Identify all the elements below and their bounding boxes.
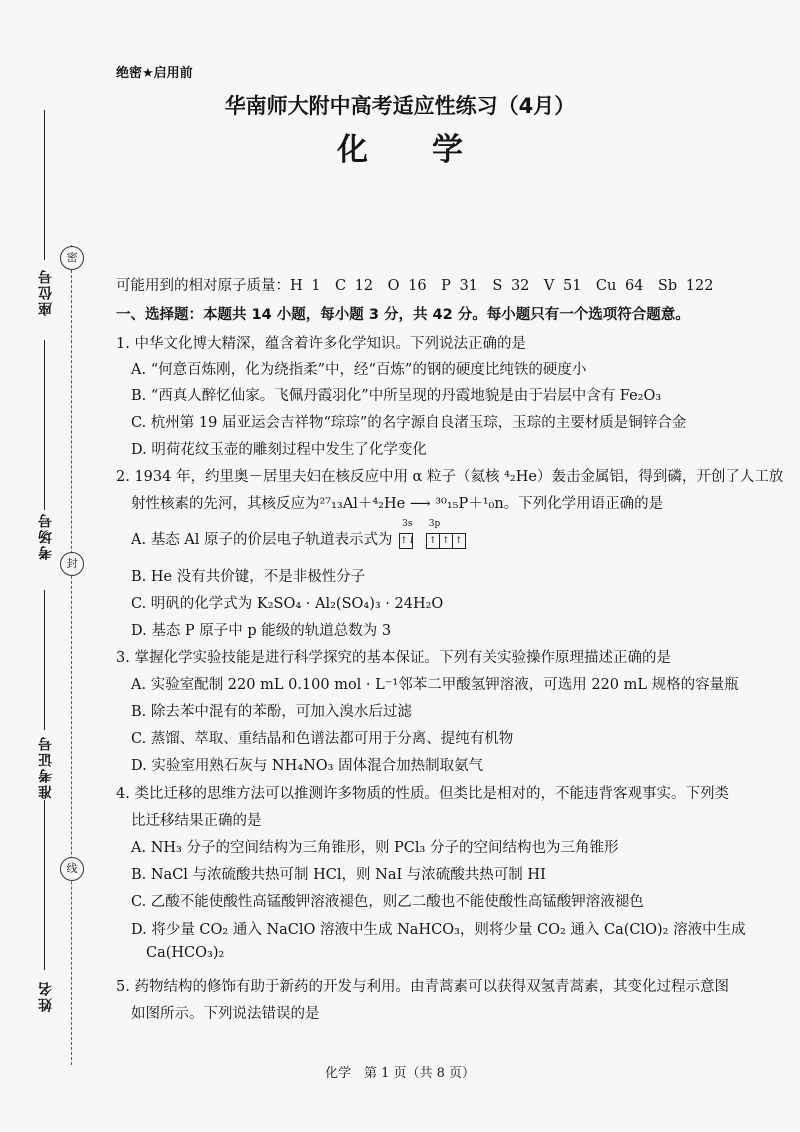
question-4-stem-line-2: 比迁移结果正确的是 bbox=[131, 813, 262, 829]
question-3-option-d: D. 实验室用熟石灰与 NH₄NO₃ 固体混合加热制取氨气 bbox=[131, 758, 484, 774]
question-4-stem-line-1: 4. 类比迁移的思维方法可以推测许多物质的性质。但类比是相对的，不能违背客观事实。下列类 bbox=[116, 786, 729, 802]
orbital-3p-cell: ↑ bbox=[440, 534, 453, 548]
question-3-stem: 3. 掌握化学实验技能是进行科学探究的基本保证。下列有关实验操作原理描述正确的是 bbox=[116, 650, 671, 666]
admission-number-label: 准考证号 bbox=[38, 735, 54, 799]
question-5-stem-line-2: 如图所示。下列说法错误的是 bbox=[131, 1006, 320, 1022]
seal-char-mi: 密 bbox=[60, 246, 84, 270]
seat-number-label: 座位号 bbox=[38, 268, 54, 316]
question-3-option-b: B. 除去苯中混有的苯酚，可加入溴水后过滤 bbox=[131, 704, 412, 720]
section-title: 一、选择题：本题共 14 小题，每小题 3 分，共 42 分。每小题只有一个选项符合题意。 bbox=[116, 307, 690, 323]
question-2-stem-line-1: 2. 1934 年，约里奥－居里夫妇在核反应中用 α 粒子（氦核 ⁴₂He）轰击金属铝，得到磷，开创了人工放 bbox=[116, 469, 784, 485]
question-2-option-c: C. 明矾的化学式为 K₂SO₄ · Al₂(SO₄)₃ · 24H₂O bbox=[131, 596, 444, 612]
seal-dashed-line bbox=[71, 245, 72, 1065]
subject-title: 化学 bbox=[337, 132, 527, 168]
question-1-option-c: C. 杭州第 19 届亚运会吉祥物“琮琮”的名字源自良渚玉琮，玉琮的主要材质是铜锌合金 bbox=[131, 415, 687, 431]
question-2-option-a-text: A. 基态 Al 原子的价层电子轨道表示式为 bbox=[131, 532, 393, 548]
question-2-option-d: D. 基态 P 原子中 p 能级的轨道总数为 3 bbox=[131, 623, 392, 639]
orbital-3s-label: 3s bbox=[402, 519, 413, 529]
question-3-option-a: A. 实验室配制 220 mL 0.100 mol · L⁻¹邻苯二甲酸氢钾溶液，可选用 220 mL 规格的容量瓶 bbox=[131, 677, 739, 693]
question-1-option-d: D. 明荷花纹玉壶的雕刻过程中发生了化学变化 bbox=[131, 442, 427, 458]
atomic-masses: 可能用到的相对原子质量：H 1 C 12 O 16 P 31 S 32 V 51 Cu 64 Sb 122 bbox=[116, 278, 714, 294]
question-4-option-d: D. 将少量 CO₂ 通入 NaClO 溶液中生成 NaHCO₃，则将少量 CO₂ 通入 Ca(ClO)₂ 溶液中生成 bbox=[131, 922, 746, 938]
orbital-3p-cell: ↑ bbox=[454, 536, 463, 546]
page-footer: 化学 第 1 页（共 8 页） bbox=[324, 1066, 476, 1081]
question-2-stem-line-2: 射性核素的先河，其核反应为²⁷₁₃Al＋⁴₂He ⟶ ³⁰₁₅P＋¹₀n。下列化学用语正确的是 bbox=[131, 496, 664, 512]
question-1-stem: 1. 中华文化博大精深，蕴含着许多化学知识。下列说法正确的是 bbox=[116, 336, 526, 352]
question-2-option-b: B. He 没有共价键，不是非极性分子 bbox=[131, 569, 366, 585]
question-4-option-d-continuation: Ca(HCO₃)₂ bbox=[146, 945, 225, 961]
orbital-3p-label: 3p bbox=[428, 519, 441, 529]
orbital-3s-cell: ↑↓ bbox=[400, 536, 416, 546]
secret-mark: 绝密★启用前 bbox=[116, 66, 193, 81]
orbital-3p-box bbox=[426, 519, 466, 549]
question-2-option-a bbox=[131, 519, 466, 549]
exam-room-label: 考场号 bbox=[38, 512, 54, 560]
question-1-option-a: A. “何意百炼刚，化为绕指柔”中，经“百炼”的钢的硬度比纯铁的硬度小 bbox=[131, 362, 587, 378]
orbital-3s-box bbox=[399, 519, 416, 549]
question-1-option-b: B. “西真人醉忆仙家。飞佩丹霞羽化”中所呈现的丹霞地貌是由于岩层中含有 Fe₂O₃ bbox=[131, 388, 662, 404]
question-3-option-c: C. 蒸馏、萃取、重结晶和色谱法都可用于分离、提纯有机物 bbox=[131, 731, 514, 747]
seal-char-feng: 封 bbox=[60, 552, 84, 576]
exam-title: 华南师大附中高考适应性练习（4月） bbox=[224, 94, 576, 118]
name-label: 姓名 bbox=[38, 980, 54, 1012]
question-4-option-c: C. 乙酸不能使酸性高锰酸钾溶液褪色，则乙二酸也不能使酸性高锰酸钾溶液褪色 bbox=[131, 894, 644, 910]
question-5-stem-line-1: 5. 药物结构的修饰有助于新药的开发与利用。由青蒿素可以获得双氢青蒿素，其变化过程示意图 bbox=[116, 979, 729, 995]
seal-char-xian: 线 bbox=[60, 857, 84, 881]
name-fill-line bbox=[44, 800, 45, 970]
room-fill-line bbox=[44, 340, 45, 510]
question-4-option-a: A. NH₃ 分子的空间结构为三角锥形，则 PCl₃ 分子的空间结构也为三角锥形 bbox=[131, 840, 619, 856]
orbital-3p-cell: ↑ bbox=[427, 534, 440, 548]
binding-margin bbox=[0, 0, 108, 1132]
admission-fill-line bbox=[44, 590, 45, 730]
question-4-option-b: B. NaCl 与浓硫酸共热可制 HCl，则 NaI 与浓硫酸共热可制 HI bbox=[131, 867, 546, 883]
